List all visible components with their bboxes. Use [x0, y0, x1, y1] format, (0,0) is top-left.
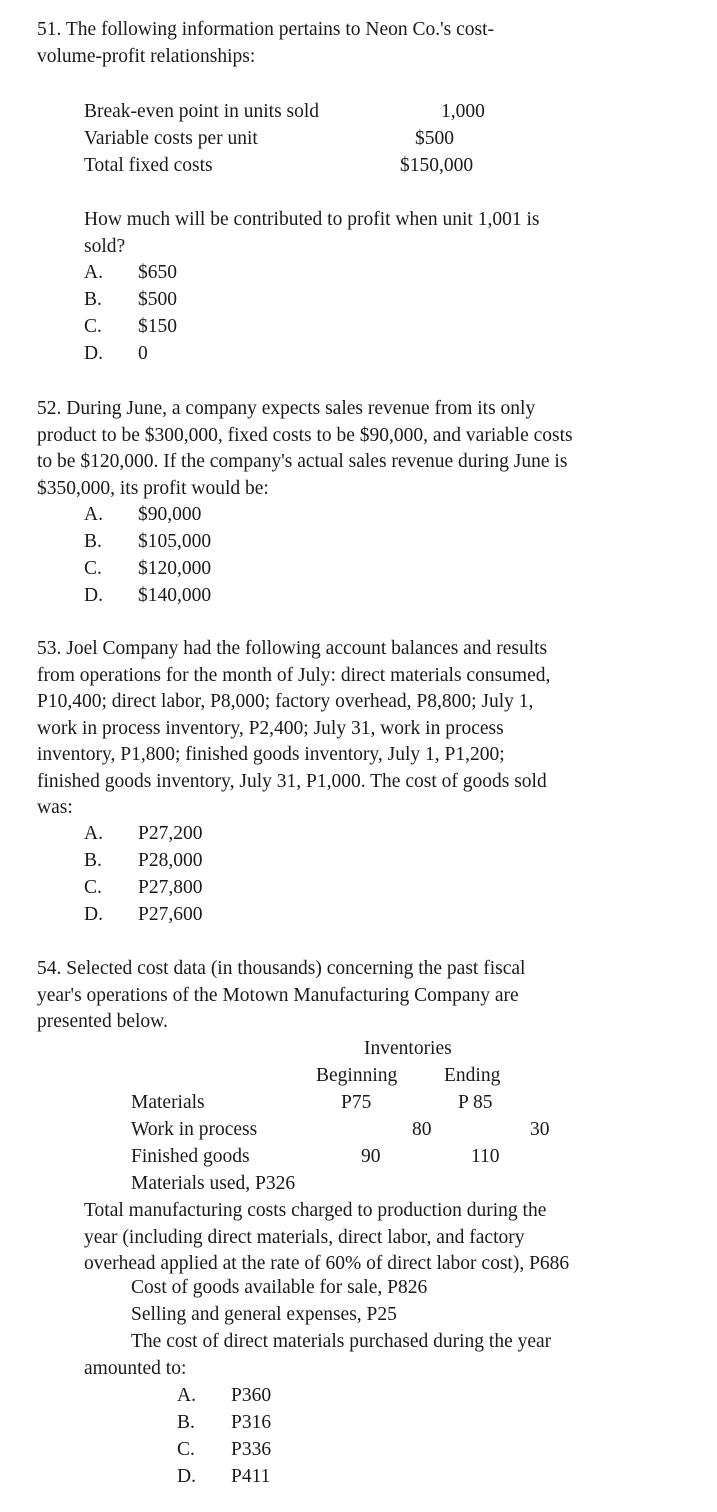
option-letter: D.: [84, 585, 103, 606]
q51-option-c[interactable]: [84, 314, 177, 341]
q51-row-value: $500: [415, 128, 454, 149]
table-cell-beginning: 90: [361, 1146, 381, 1167]
q53-option-b[interactable]: [84, 848, 203, 875]
q51-stem: [37, 17, 494, 70]
selling-general-expenses: Selling and general expenses, P25: [131, 1304, 397, 1325]
option-value: $650: [138, 262, 177, 283]
q51-row-label: Total fixed costs: [84, 155, 213, 176]
table-row-label: Finished goods: [131, 1146, 250, 1167]
beginning-header: Beginning: [316, 1065, 398, 1086]
table-row-label: Materials: [131, 1092, 205, 1113]
q53-line: inventory, P1,800; finished goods inventory, July 1, P1,200;: [37, 744, 505, 765]
q51-row-label: Break-even point in units sold: [84, 101, 320, 122]
option-letter: C.: [177, 1439, 195, 1460]
option-value: $90,000: [138, 504, 202, 525]
option-letter: A.: [177, 1385, 196, 1406]
q54-question-line: amounted to:: [84, 1358, 187, 1379]
option-value: $140,000: [138, 585, 212, 606]
option-letter: A.: [84, 504, 103, 525]
q54-option-d[interactable]: [177, 1464, 271, 1491]
q53-option-d[interactable]: [84, 902, 203, 929]
option-letter: C.: [84, 558, 102, 579]
q51-option-a[interactable]: [84, 260, 177, 287]
q53-line: finished goods inventory, July 31, P1,000. The cost of goods sold: [37, 770, 547, 792]
q51-option-b[interactable]: [84, 287, 177, 314]
ending-header: Ending: [444, 1065, 501, 1086]
option-value: P27,200: [138, 823, 203, 844]
option-value: P27,600: [138, 904, 203, 925]
q54-stem: [37, 956, 525, 1036]
q51-question-line: How much will be contributed to profit when unit 1,001 is: [84, 209, 540, 230]
option-letter: A.: [84, 262, 103, 283]
q51-row-value: $150,000: [400, 155, 474, 176]
option-value: $120,000: [138, 558, 212, 579]
option-value: $500: [138, 289, 177, 310]
q52-line: 52. During June, a company expects sales revenue from its only: [37, 398, 536, 419]
q52-option-b[interactable]: [84, 529, 212, 556]
q53-option-a[interactable]: [84, 821, 203, 848]
materials-used: Materials used, P326: [131, 1173, 296, 1194]
q51-question: [84, 207, 539, 260]
q54-line: presented below.: [37, 1011, 168, 1032]
option-value: $150: [138, 316, 177, 337]
table-row-label: Work in process: [131, 1119, 258, 1140]
option-value: 0: [138, 343, 148, 364]
q54-line: year's operations of the Motown Manufacturing Company are: [37, 984, 519, 1006]
q53-line: was:: [37, 797, 73, 818]
option-letter: B.: [84, 531, 102, 552]
option-letter: B.: [84, 850, 102, 871]
total-mfg-line: year (including direct materials, direct labor, and factory: [84, 1226, 525, 1248]
option-letter: D.: [84, 343, 103, 364]
q52-option-a[interactable]: [84, 502, 202, 529]
option-value: P316: [231, 1412, 272, 1433]
table-cell-beginning: P75: [341, 1092, 372, 1113]
q53-line: from operations for the month of July: direct materials consumed,: [37, 664, 551, 686]
total-mfg-line: Total manufacturing costs charged to production during the: [84, 1200, 547, 1221]
q54-option-b[interactable]: [177, 1410, 272, 1437]
option-value: P360: [231, 1385, 272, 1406]
table-cell-beginning: 80: [412, 1119, 432, 1140]
option-letter: C.: [84, 316, 102, 337]
option-letter: B.: [177, 1412, 195, 1433]
q54-question-line: The cost of direct materials purchased during the year: [131, 1331, 552, 1352]
option-letter: A.: [84, 823, 103, 844]
option-letter: C.: [84, 877, 102, 898]
q53-line: work in process inventory, P2,400; July 31, work in process: [37, 717, 504, 739]
table-cell-ending: 110: [471, 1146, 500, 1167]
q52-line: to be $120,000. If the company's actual sales revenue during June is: [37, 451, 568, 472]
table-cell-ending: P 85: [458, 1092, 493, 1113]
option-value: $105,000: [138, 531, 212, 552]
q54-option-c[interactable]: [177, 1437, 272, 1464]
option-value: P28,000: [138, 850, 203, 871]
q51-question-line: sold?: [84, 235, 126, 257]
option-letter: D.: [84, 904, 103, 925]
option-value: P411: [231, 1466, 271, 1487]
table-cell-ending: 30: [530, 1119, 550, 1140]
total-mfg-costs: [84, 1198, 569, 1278]
q53-line: 53. Joel Company had the following account balances and results: [37, 638, 548, 659]
inventories-header: Inventories: [364, 1038, 452, 1059]
q52-stem: [37, 396, 573, 502]
q51-line: volume-profit relationships:: [37, 45, 256, 67]
q53-stem: [37, 636, 550, 822]
cost-goods-available: Cost of goods available for sale, P826: [131, 1277, 428, 1298]
q54-option-a[interactable]: [177, 1383, 272, 1410]
q53-option-c[interactable]: [84, 875, 203, 902]
q54-line: 54. Selected cost data (in thousands) concerning the past fiscal: [37, 958, 526, 979]
total-mfg-line: overhead applied at the rate of 60% of direct labor cost), P686: [84, 1253, 570, 1274]
q51-row-value: 1,000: [441, 101, 485, 122]
option-value: P336: [231, 1439, 272, 1460]
q52-option-c[interactable]: [84, 556, 212, 583]
option-letter: B.: [84, 289, 102, 310]
q51-option-d[interactable]: [84, 341, 148, 368]
q52-line: $350,000, its profit would be:: [37, 477, 269, 499]
q52-option-d[interactable]: [84, 583, 212, 610]
option-letter: D.: [177, 1466, 196, 1487]
q52-line: product to be $300,000, fixed costs to be $90,000, and variable costs: [37, 424, 573, 446]
q53-line: P10,400; direct labor, P8,000; factory overhead, P8,800; July 1,: [37, 691, 534, 712]
q51-line: 51. The following information pertains to Neon Co.'s cost-: [37, 19, 495, 40]
option-value: P27,800: [138, 877, 203, 898]
q51-row-label: Variable costs per unit: [84, 128, 258, 149]
